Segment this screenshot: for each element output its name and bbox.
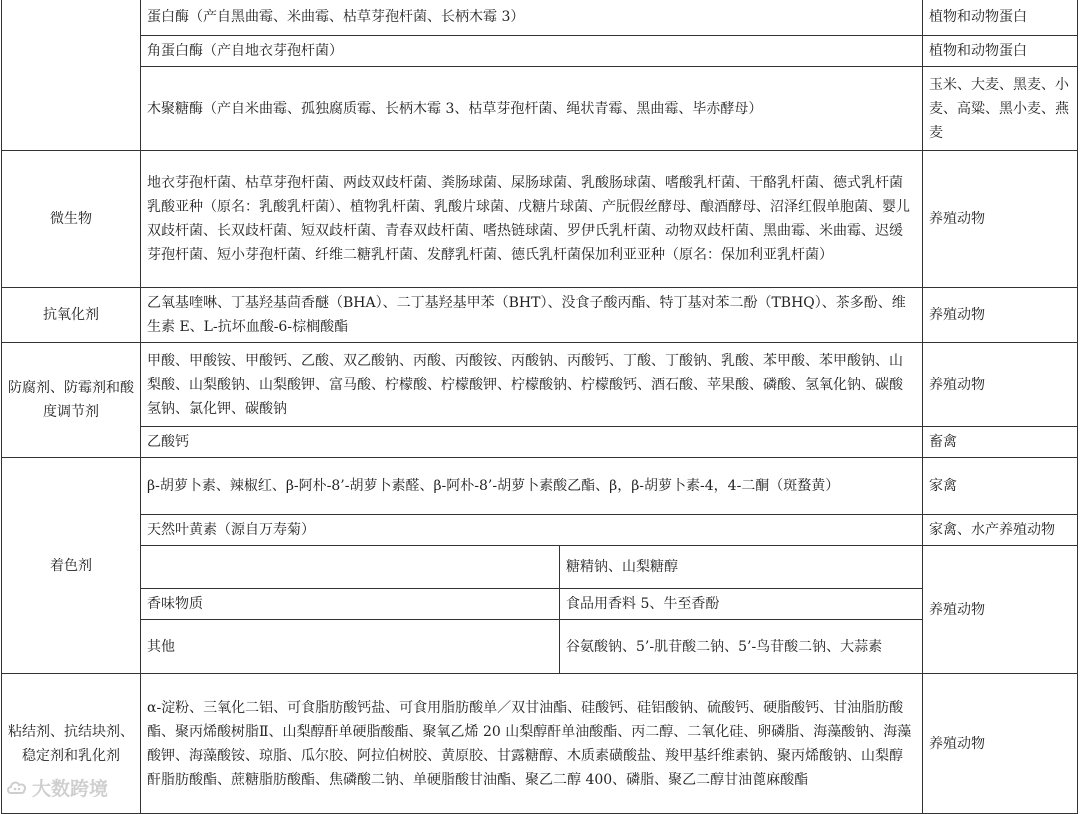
table-row: [2, 427, 1078, 458]
table-row: [2, 515, 1078, 546]
table-row: [2, 674, 1078, 814]
ingredient-cell: 地衣芽孢杆菌、枯草芽孢杆菌、两歧双歧杆菌、粪肠球菌、屎肠球菌、乳酸肠球菌、嗜酸乳杆菌、干酪乳杆菌、德式乳杆菌乳酸亚种（原名：乳酸乳杆菌）、植物乳杆菌、乳酸片球菌、戊糖片球菌、产朊假丝酵母、酿酒酵母、沼泽红假单胞菌、婴儿双歧杆菌、长双歧杆菌、短双歧杆菌、青春双歧杆菌、嗜热链球菌、罗伊氏乳杆菌、动物双歧杆菌、黑曲霉、米曲霉、迟缓芽孢杆菌、短小芽孢杆菌、纤维二糖乳杆菌、发酵乳杆菌、德氏乳杆菌保加利亚亚种（原名：保加利亚乳杆菌）: [141, 151, 923, 288]
ingredient-cell: 甲酸、甲酸铵、甲酸钙、乙酸、双乙酸钠、丙酸、丙酸铵、丙酸钠、丙酸钙、丁酸、丁酸钠、乳酸、苯甲酸、苯甲酸钠、山梨酸、山梨酸钠、山梨酸钾、富马酸、柠檬酸、柠檬酸钾、柠檬酸钠、柠檬酸钙、酒石酸、苹果酸、磷酸、氢氧化钠、碳酸氢钠、氯化钾、碳酸钠: [141, 343, 923, 427]
category-cell: 粘结剂、抗结块剂、稳定剂和乳化剂: [2, 674, 141, 814]
category-cell: 防腐剂、防霉剂和酸度调节剂: [2, 343, 141, 458]
subcategory-cell: 其他: [141, 620, 560, 674]
table-row: [2, 288, 1078, 343]
category-cell: 微生物: [2, 151, 141, 288]
scope-cell: 植物和动物蛋白: [923, 0, 1078, 36]
table-row: [2, 0, 1078, 36]
ingredient-cell: 天然叶黄素（源自万寿菊）: [141, 515, 923, 546]
scope-cell: 养殖动物: [923, 343, 1078, 427]
scope-cell: 畜禽: [923, 427, 1078, 458]
table-row: [2, 151, 1078, 288]
ingredient-cell: 乙酸钙: [141, 427, 923, 458]
ingredient-cell: 糖精钠、山梨糖醇: [560, 546, 923, 589]
ingredient-cell: 木聚糖酶（产自米曲霉、孤独腐质霉、长柄木霉 3、枯草芽孢杆菌、绳状青霉、黑曲霉、毕赤酵母）: [141, 67, 923, 151]
feed-additive-table: [1, 0, 1078, 814]
scope-cell: 养殖动物: [923, 151, 1078, 288]
subcategory-cell: 香味物质: [141, 589, 560, 620]
category-cell-enzyme: [2, 0, 141, 151]
ingredient-cell: α-淀粉、三氧化二铝、可食脂肪酸钙盐、可食用脂肪酸单／双甘油酯、硅酸钙、硅铝酸钠、硫酸钙、硬脂酸钙、甘油脂肪酸酯、聚丙烯酸树脂Ⅱ、山梨醇酐单硬脂酸酯、聚氧乙烯 20 山梨醇酐单油酸酯、丙二醇、二氧化硅、卵磷脂、海藻酸钠、海藻酸钾、海藻酸铵、琼脂、瓜尔胶、阿拉伯树胶、黄原胶、甘露糖醇、木质素磺酸盐、羧甲基纤维素钠、聚丙烯酸钠、山梨醇酐脂肪酸酯、蔗糖脂肪酸酯、焦磷酸二钠、单硬脂酸甘油酯、聚乙二醇 400、磷脂、聚乙二醇甘油蓖麻酸酯: [141, 674, 923, 814]
ingredient-cell: 蛋白酶（产自黑曲霉、米曲霉、枯草芽孢杆菌、长柄木霉 3）: [141, 0, 923, 36]
scope-cell: 养殖动物: [923, 288, 1078, 343]
watermark-text: 大数跨境: [32, 778, 109, 800]
table-row: [2, 620, 1078, 674]
table-row: [2, 343, 1078, 427]
scope-cell: 养殖动物: [923, 546, 1078, 674]
watermark: [6, 774, 108, 801]
category-cell: 着色剂: [2, 458, 141, 674]
scope-cell: 养殖动物: [923, 674, 1078, 814]
scope-cell: 玉米、大麦、黑麦、小麦、高粱、黑小麦、燕麦: [923, 67, 1078, 151]
table-row: [2, 546, 1078, 589]
table-row: [2, 458, 1078, 515]
subcategory-cell: [141, 546, 560, 589]
table-row: [2, 67, 1078, 151]
cloud-logo-icon: [6, 779, 28, 797]
scope-cell: 家禽: [923, 458, 1078, 515]
scope-cell: 植物和动物蛋白: [923, 36, 1078, 67]
category-cell: 抗氧化剂: [2, 288, 141, 343]
ingredient-cell: 乙氧基喹啉、丁基羟基茴香醚（BHA）、二丁基羟基甲苯（BHT）、没食子酸丙酯、特丁基对苯二酚（TBHQ）、茶多酚、维生素 E、L-抗坏血酸-6-棕榈酸酯: [141, 288, 923, 343]
table-row: [2, 36, 1078, 67]
ingredient-cell: 食品用香料 5、牛至香酚: [560, 589, 923, 620]
ingredient-cell: β-胡萝卜素、辣椒红、β-阿朴-8’-胡萝卜素醛、β-阿朴-8’-胡萝卜素酸乙酯、β，β-胡萝卜素-4，4-二酮（斑蝥黄）: [141, 458, 923, 515]
ingredient-cell: 角蛋白酶（产自地衣芽孢杆菌）: [141, 36, 923, 67]
table-row: [2, 589, 1078, 620]
ingredient-cell: 谷氨酸钠、5’-肌苷酸二钠、5’-鸟苷酸二钠、大蒜素: [560, 620, 923, 674]
scope-cell: 家禽、水产养殖动物: [923, 515, 1078, 546]
